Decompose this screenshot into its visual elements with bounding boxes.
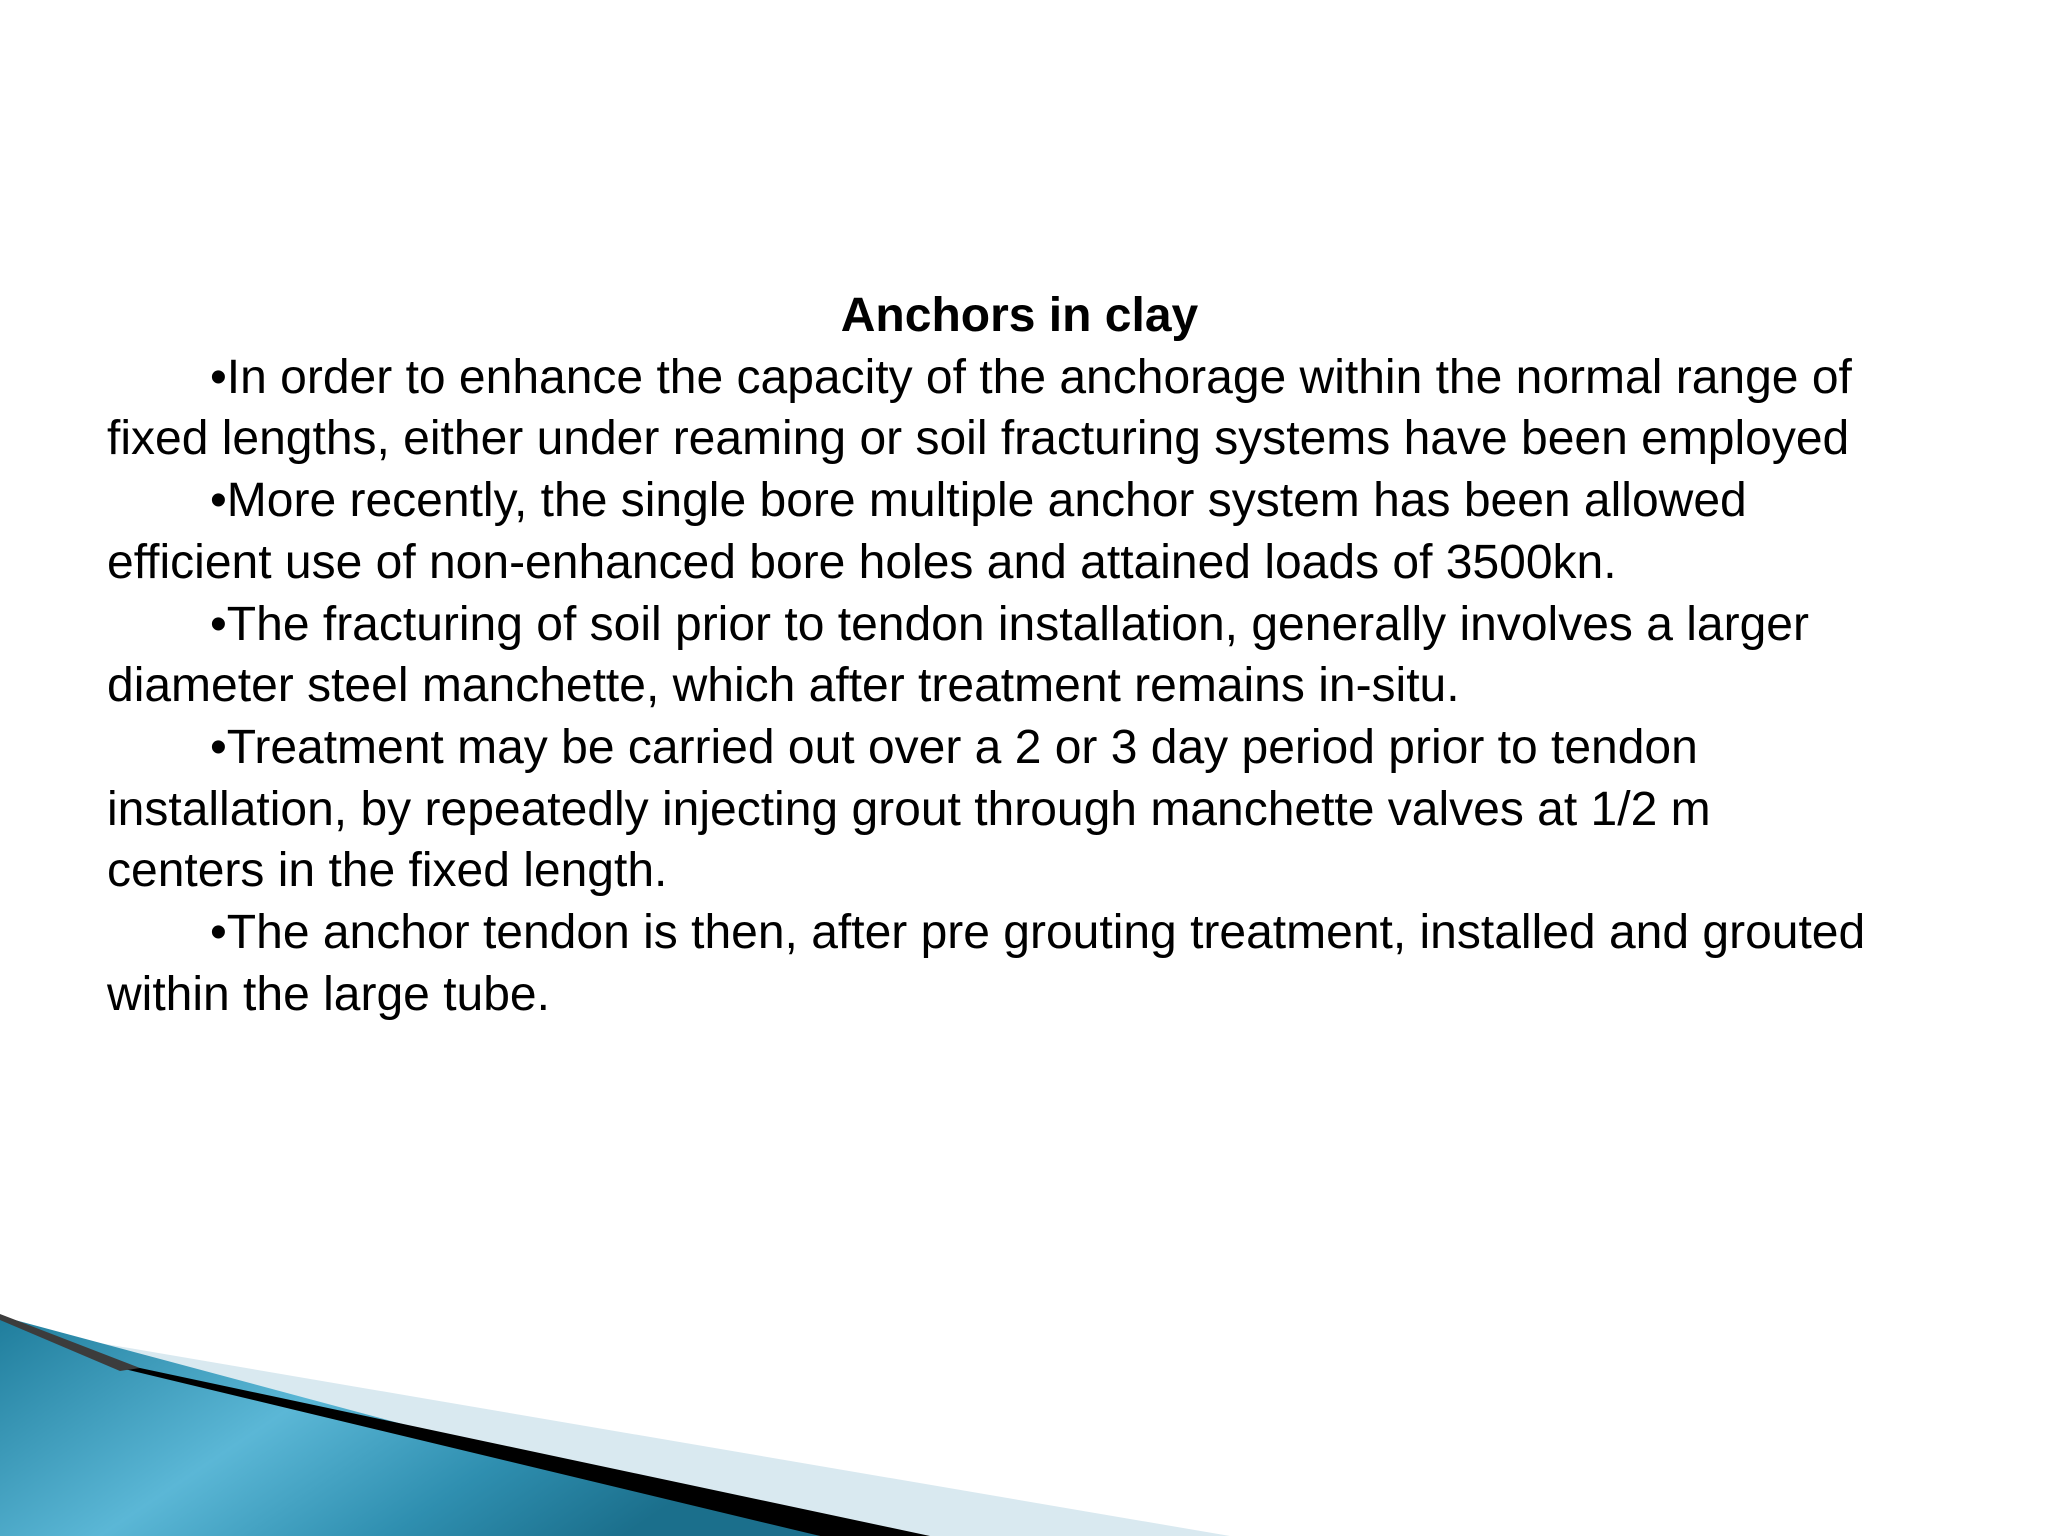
- bullet-1: •In order to enhance the capacity of the anchorage within the normal range of fixed lengths, either under reaming or soil fracturing systems have been employed: [107, 350, 1852, 466]
- bullet-5: •The anchor tendon is then, after pre grouting treatment, installed and grouted within the large tube.: [107, 906, 1866, 1021]
- footer-decoration: [0, 1276, 2048, 1536]
- bullet-2: •More recently, the single bore multiple anchor system has been allowed efficient use of non-enhanced bore holes and attained loads of 3500kn.: [107, 474, 1747, 589]
- bullet-3: •The fracturing of soil prior to tendon installation, generally involves a larger diameter steel manchette, which after treatment remains in-situ.: [107, 597, 1809, 713]
- slide-body: [107, 285, 1867, 1025]
- bullet-4: •Treatment may be carried out over a 2 or 3 day period prior to tendon installation, by repeatedly injecting grout through manchette valves at 1/2 m centers in the fixed length.: [107, 720, 1711, 898]
- slide-title: Anchors in clay: [840, 289, 1199, 342]
